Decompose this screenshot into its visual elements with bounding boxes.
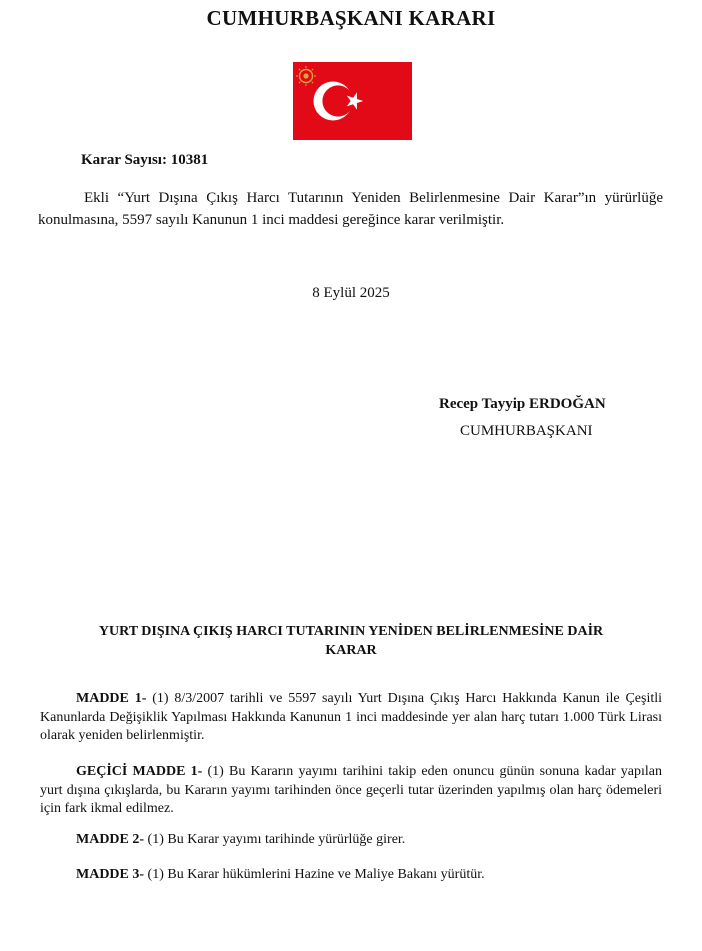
signer-title: CUMHURBAŞKANI	[460, 423, 593, 439]
article-label: GEÇİCİ MADDE 1-	[76, 764, 203, 779]
article-1	[40, 690, 662, 746]
signer-name: Recep Tayyip ERDOĞAN	[439, 396, 606, 412]
temporary-article-1	[40, 763, 662, 819]
article-3	[40, 866, 662, 885]
article-label: MADDE 2-	[76, 832, 145, 847]
decision-heading-line: YURT DIŞINA ÇIKIŞ HARCI TUTARININ YENİDEN BELİRLENMESİNE DAİR KARAR	[98, 624, 604, 658]
decree-date: 8 Eylül 2025	[312, 285, 390, 301]
article-text: (1) Bu Karar yayımı tarihinde yürürlüğe girer.	[144, 832, 406, 847]
decision-heading	[60, 622, 642, 660]
article-2	[40, 831, 662, 850]
article-text: (1) Bu Karar hükümlerini Hazine ve Maliye Bakanı yürütür.	[144, 867, 485, 882]
intro-paragraph: Ekli “Yurt Dışına Çıkış Harcı Tutarının Yeniden Belirlenmesine Dair Karar”ın yürürlüğe konulmasına, 5597 sayılı Kanunun 1 inci maddesi gereğince karar verilmiştir.	[38, 190, 663, 228]
article-text: (1) 8/3/2007 tarihli ve 5597 sayılı Yurt Dışına Çıkış Harcı Hakkında Kanun ile Çeşitli Kanunlarda Değişiklik Yapılması Hakkında Kanunun 1 inci maddesinde yer alan harç tutarı 1.000 Türk Lirası olarak yeniden belirlenmiştir.	[40, 691, 663, 743]
article-text: (1) Bu Kararın yayımı tarihini takip eden onuncu günün sonuna kadar yapılan yurt dışına çıkışlarda, bu Kararın yayımı tarihinden önce geçerli tutar üzerinden yapılmış olan harç ödemeleri için fark ikmal edilmez.	[40, 764, 663, 816]
decree-number: Karar Sayısı: 10381	[81, 152, 209, 168]
flag-crescent-inner	[322, 85, 353, 116]
article-label: MADDE 3-	[76, 867, 145, 882]
presidential-sun-emblem-icon	[296, 66, 316, 86]
turkish-flag-icon	[293, 62, 412, 140]
page-title: CUMHURBAŞKANI KARARI	[206, 6, 496, 30]
article-label: MADDE 1-	[76, 691, 147, 706]
